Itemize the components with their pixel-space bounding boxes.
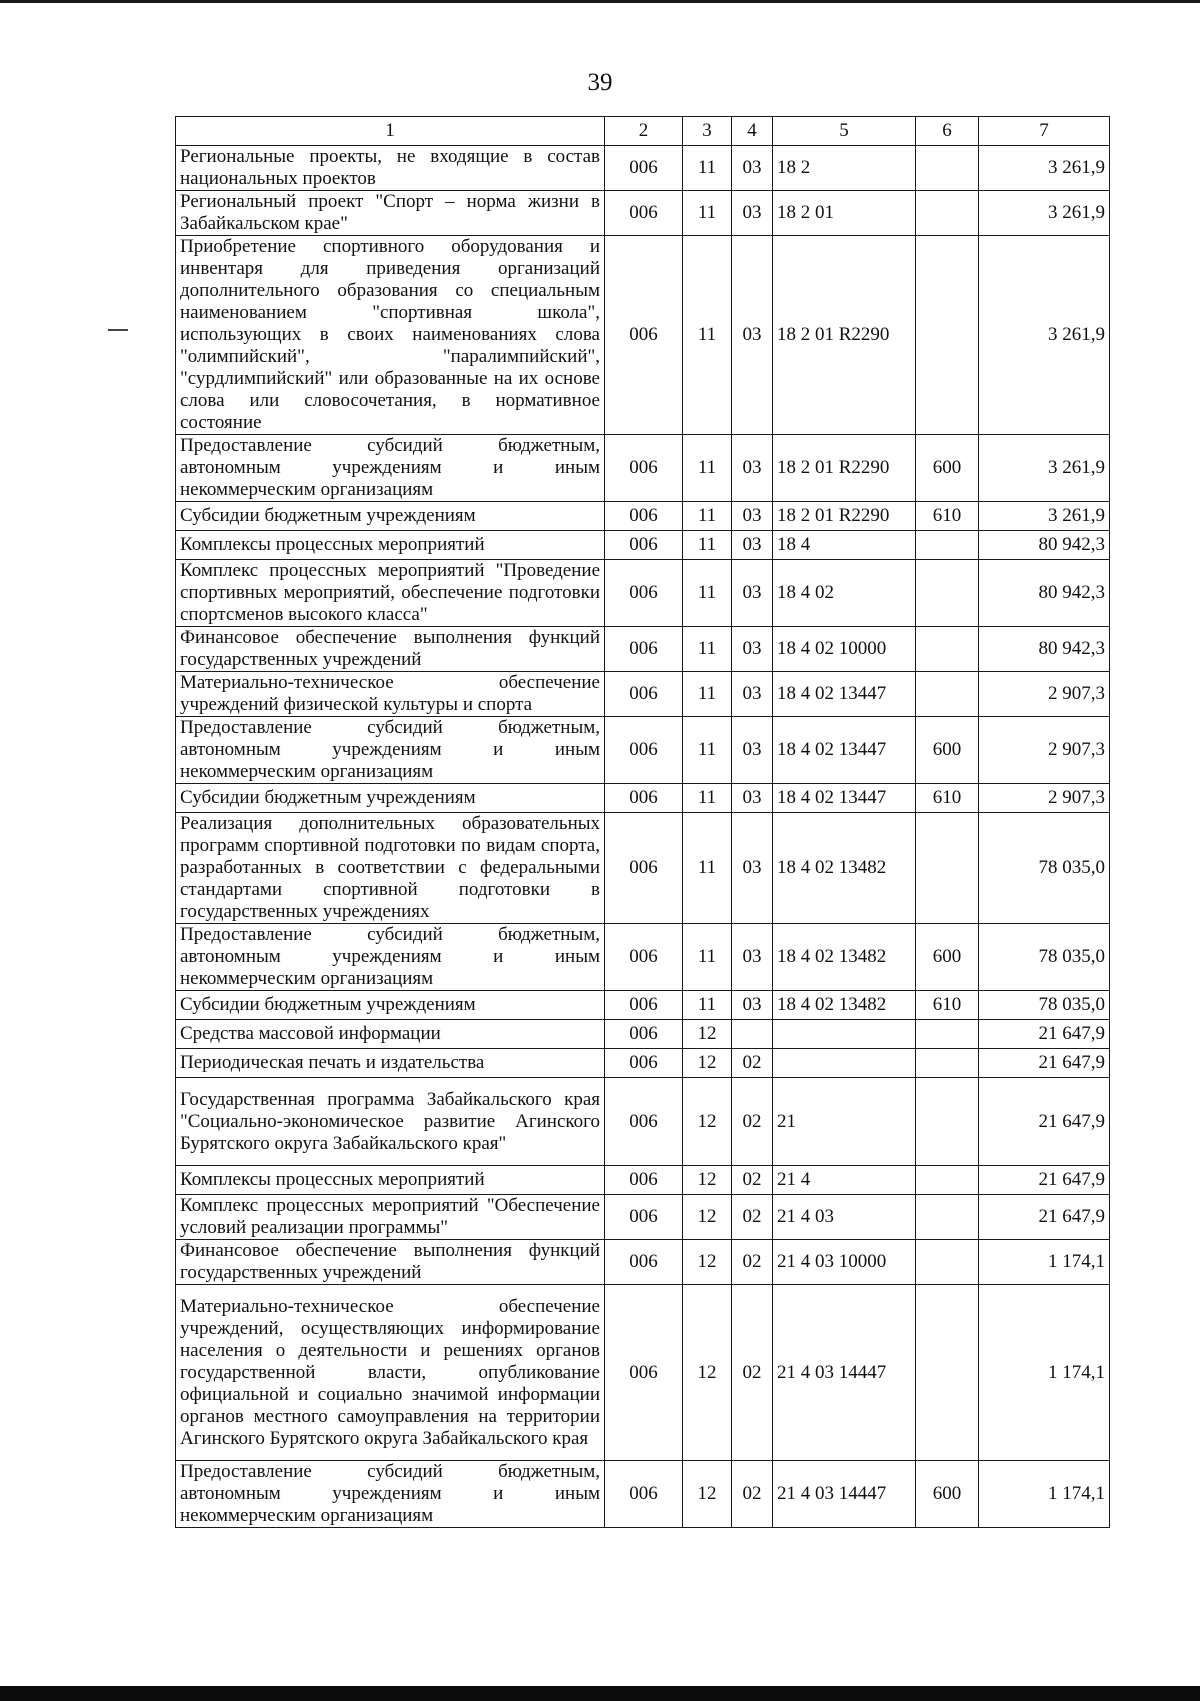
table-row bbox=[176, 531, 1110, 560]
column-header-6: 6 bbox=[916, 117, 979, 146]
col7-cell: 3 261,9 bbox=[979, 502, 1110, 531]
col6-cell bbox=[916, 191, 979, 236]
table-row bbox=[176, 502, 1110, 531]
col7-cell: 2 907,3 bbox=[979, 672, 1110, 717]
col4-cell: 02 bbox=[732, 1166, 773, 1195]
col6-cell bbox=[916, 1020, 979, 1049]
col5-cell: 18 4 02 bbox=[773, 560, 916, 627]
col4-cell: 02 bbox=[732, 1461, 773, 1528]
col2-cell: 006 bbox=[605, 627, 683, 672]
col7-cell: 21 647,9 bbox=[979, 1195, 1110, 1240]
col2-cell: 006 bbox=[605, 1020, 683, 1049]
col7-cell: 21 647,9 bbox=[979, 1020, 1110, 1049]
col7-cell: 3 261,9 bbox=[979, 191, 1110, 236]
col2-cell: 006 bbox=[605, 191, 683, 236]
scan-mark bbox=[108, 329, 128, 331]
col2-cell: 006 bbox=[605, 991, 683, 1020]
row-name-cell: Периодическая печать и издательства bbox=[176, 1049, 605, 1078]
row-name-cell: Средства массовой информации bbox=[176, 1020, 605, 1049]
col3-cell: 12 bbox=[683, 1195, 732, 1240]
col3-cell: 11 bbox=[683, 924, 732, 991]
col2-cell: 006 bbox=[605, 717, 683, 784]
col7-cell: 1 174,1 bbox=[979, 1240, 1110, 1285]
table-row bbox=[176, 1240, 1110, 1285]
col2-cell: 006 bbox=[605, 236, 683, 435]
col5-cell: 18 4 02 13482 bbox=[773, 991, 916, 1020]
col3-cell: 12 bbox=[683, 1285, 732, 1461]
table-row bbox=[176, 435, 1110, 502]
row-name-cell: Предоставление субсидий бюджетным, автономным учреждениям и иным некоммерческим организациям bbox=[176, 1461, 605, 1528]
col4-cell: 03 bbox=[732, 191, 773, 236]
col2-cell: 006 bbox=[605, 1240, 683, 1285]
col3-cell: 12 bbox=[683, 1166, 732, 1195]
table-row bbox=[176, 191, 1110, 236]
table-row bbox=[176, 1461, 1110, 1528]
col4-cell: 03 bbox=[732, 924, 773, 991]
col4-cell: 03 bbox=[732, 717, 773, 784]
col3-cell: 12 bbox=[683, 1461, 732, 1528]
col3-cell: 11 bbox=[683, 627, 732, 672]
row-name-cell: Материально-техническое обеспечение учреждений физической культуры и спорта bbox=[176, 672, 605, 717]
col4-cell: 02 bbox=[732, 1195, 773, 1240]
col6-cell: 610 bbox=[916, 784, 979, 813]
col3-cell: 12 bbox=[683, 1240, 732, 1285]
table-row bbox=[176, 784, 1110, 813]
col4-cell: 03 bbox=[732, 560, 773, 627]
row-name-cell: Предоставление субсидий бюджетным, автономным учреждениям и иным некоммерческим организациям bbox=[176, 435, 605, 502]
budget-table bbox=[175, 116, 1110, 1528]
col6-cell bbox=[916, 531, 979, 560]
col7-cell: 78 035,0 bbox=[979, 813, 1110, 924]
col2-cell: 006 bbox=[605, 1195, 683, 1240]
col2-cell: 006 bbox=[605, 502, 683, 531]
col6-cell bbox=[916, 1166, 979, 1195]
row-name-cell: Государственная программа Забайкальского края "Социально-экономическое развитие Агинского Бурятского округа Забайкальского края" bbox=[176, 1078, 605, 1166]
row-name-cell: Предоставление субсидий бюджетным, автономным учреждениям и иным некоммерческим организациям bbox=[176, 924, 605, 991]
column-header-4: 4 bbox=[732, 117, 773, 146]
col4-cell: 03 bbox=[732, 236, 773, 435]
table-body bbox=[176, 146, 1110, 1528]
col7-cell: 21 647,9 bbox=[979, 1049, 1110, 1078]
row-name-cell: Региональный проект "Спорт – норма жизни в Забайкальском крае" bbox=[176, 191, 605, 236]
col7-cell: 1 174,1 bbox=[979, 1461, 1110, 1528]
col4-cell: 03 bbox=[732, 627, 773, 672]
row-name-cell: Комплекс процессных мероприятий "Проведение спортивных мероприятий, обеспечение подготовки спортсменов высокого класса" bbox=[176, 560, 605, 627]
col2-cell: 006 bbox=[605, 1461, 683, 1528]
col4-cell: 03 bbox=[732, 502, 773, 531]
col5-cell bbox=[773, 1049, 916, 1078]
col7-cell: 21 647,9 bbox=[979, 1078, 1110, 1166]
col7-cell: 80 942,3 bbox=[979, 531, 1110, 560]
col7-cell: 80 942,3 bbox=[979, 627, 1110, 672]
col6-cell bbox=[916, 627, 979, 672]
col3-cell: 11 bbox=[683, 435, 732, 502]
col4-cell: 02 bbox=[732, 1240, 773, 1285]
col3-cell: 11 bbox=[683, 531, 732, 560]
page-number: 39 bbox=[587, 69, 613, 96]
col3-cell: 11 bbox=[683, 146, 732, 191]
col3-cell: 11 bbox=[683, 991, 732, 1020]
col4-cell: 02 bbox=[732, 1049, 773, 1078]
col4-cell: 02 bbox=[732, 1285, 773, 1461]
col6-cell bbox=[916, 672, 979, 717]
table-row bbox=[176, 1020, 1110, 1049]
col6-cell: 600 bbox=[916, 717, 979, 784]
col3-cell: 11 bbox=[683, 191, 732, 236]
col2-cell: 006 bbox=[605, 1078, 683, 1166]
col3-cell: 11 bbox=[683, 672, 732, 717]
col5-cell: 18 4 02 13447 bbox=[773, 672, 916, 717]
col4-cell: 03 bbox=[732, 672, 773, 717]
col2-cell: 006 bbox=[605, 813, 683, 924]
col6-cell bbox=[916, 813, 979, 924]
col5-cell: 18 2 01 R2290 bbox=[773, 502, 916, 531]
col2-cell: 006 bbox=[605, 435, 683, 502]
table-row bbox=[176, 1285, 1110, 1461]
row-name-cell: Предоставление субсидий бюджетным, автономным учреждениям и иным некоммерческим организациям bbox=[176, 717, 605, 784]
table-row bbox=[176, 672, 1110, 717]
table-row bbox=[176, 1078, 1110, 1166]
col5-cell: 21 4 03 10000 bbox=[773, 1240, 916, 1285]
row-name-cell: Комплекс процессных мероприятий "Обеспечение условий реализации программы" bbox=[176, 1195, 605, 1240]
col5-cell: 18 4 02 13447 bbox=[773, 717, 916, 784]
col5-cell: 18 4 02 13482 bbox=[773, 813, 916, 924]
col6-cell bbox=[916, 146, 979, 191]
col2-cell: 006 bbox=[605, 784, 683, 813]
col5-cell: 18 2 bbox=[773, 146, 916, 191]
col3-cell: 11 bbox=[683, 236, 732, 435]
col6-cell bbox=[916, 1078, 979, 1166]
col6-cell: 610 bbox=[916, 502, 979, 531]
table-row bbox=[176, 146, 1110, 191]
col6-cell: 600 bbox=[916, 924, 979, 991]
column-header-3: 3 bbox=[683, 117, 732, 146]
col5-cell: 21 bbox=[773, 1078, 916, 1166]
row-name-cell: Финансовое обеспечение выполнения функций государственных учреждений bbox=[176, 1240, 605, 1285]
table-header-row bbox=[176, 117, 1110, 146]
col7-cell: 3 261,9 bbox=[979, 236, 1110, 435]
column-header-1: 1 bbox=[176, 117, 605, 146]
col7-cell: 21 647,9 bbox=[979, 1166, 1110, 1195]
col5-cell: 18 2 01 R2290 bbox=[773, 435, 916, 502]
col7-cell: 2 907,3 bbox=[979, 717, 1110, 784]
col3-cell: 12 bbox=[683, 1020, 732, 1049]
table-row bbox=[176, 627, 1110, 672]
col5-cell: 18 2 01 bbox=[773, 191, 916, 236]
col2-cell: 006 bbox=[605, 672, 683, 717]
table-row bbox=[176, 991, 1110, 1020]
col7-cell: 78 035,0 bbox=[979, 991, 1110, 1020]
col7-cell: 3 261,9 bbox=[979, 435, 1110, 502]
row-name-cell: Субсидии бюджетным учреждениям bbox=[176, 991, 605, 1020]
column-header-2: 2 bbox=[605, 117, 683, 146]
col2-cell: 006 bbox=[605, 1285, 683, 1461]
col7-cell: 2 907,3 bbox=[979, 784, 1110, 813]
col7-cell: 80 942,3 bbox=[979, 560, 1110, 627]
row-name-cell: Материально-техническое обеспечение учреждений, осуществляющих информирование населения о деятельности и решениях органов государственной власти, опубликование официальной и социально значимой информации органов местного самоуправления на территории Агинского Бурятского округа Забайкальского края bbox=[176, 1285, 605, 1461]
table-row bbox=[176, 924, 1110, 991]
col4-cell bbox=[732, 1020, 773, 1049]
row-name-cell: Финансовое обеспечение выполнения функций государственных учреждений bbox=[176, 627, 605, 672]
col6-cell: 610 bbox=[916, 991, 979, 1020]
table-row bbox=[176, 1166, 1110, 1195]
col7-cell: 3 261,9 bbox=[979, 146, 1110, 191]
table-row bbox=[176, 236, 1110, 435]
col4-cell: 03 bbox=[732, 146, 773, 191]
table-row bbox=[176, 717, 1110, 784]
col2-cell: 006 bbox=[605, 924, 683, 991]
col4-cell: 03 bbox=[732, 435, 773, 502]
col2-cell: 006 bbox=[605, 560, 683, 627]
table-row bbox=[176, 560, 1110, 627]
col3-cell: 12 bbox=[683, 1078, 732, 1166]
col5-cell: 21 4 bbox=[773, 1166, 916, 1195]
row-name-cell: Приобретение спортивного оборудования и инвентаря для приведения организаций дополнительного образования со специальным наименованием "спортивная школа", использующих в своих наименованиях слова "олимпийский", "паралимпийский", "сурдлимпийский" или образованные на их основе слова или словосочетания, в нормативное состояние bbox=[176, 236, 605, 435]
col2-cell: 006 bbox=[605, 531, 683, 560]
row-name-cell: Комплексы процессных мероприятий bbox=[176, 1166, 605, 1195]
col6-cell: 600 bbox=[916, 435, 979, 502]
col5-cell: 18 4 02 10000 bbox=[773, 627, 916, 672]
col4-cell: 03 bbox=[732, 991, 773, 1020]
col5-cell: 18 4 02 13482 bbox=[773, 924, 916, 991]
column-header-5: 5 bbox=[773, 117, 916, 146]
col3-cell: 11 bbox=[683, 813, 732, 924]
row-name-cell: Реализация дополнительных образовательных программ спортивной подготовки по видам спорта, разработанных в соответствии с федеральными стандартами спортивной подготовки в государственных учреждениях bbox=[176, 813, 605, 924]
col5-cell: 18 4 02 13447 bbox=[773, 784, 916, 813]
table-row bbox=[176, 813, 1110, 924]
col6-cell bbox=[916, 236, 979, 435]
col3-cell: 11 bbox=[683, 717, 732, 784]
col7-cell: 1 174,1 bbox=[979, 1285, 1110, 1461]
col6-cell bbox=[916, 1195, 979, 1240]
col5-cell: 18 4 bbox=[773, 531, 916, 560]
col3-cell: 11 bbox=[683, 502, 732, 531]
row-name-cell: Субсидии бюджетным учреждениям bbox=[176, 784, 605, 813]
col7-cell: 78 035,0 bbox=[979, 924, 1110, 991]
scan-edge-top bbox=[0, 0, 1200, 3]
col6-cell bbox=[916, 1240, 979, 1285]
col5-cell: 18 2 01 R2290 bbox=[773, 236, 916, 435]
col5-cell: 21 4 03 bbox=[773, 1195, 916, 1240]
col5-cell bbox=[773, 1020, 916, 1049]
table-row bbox=[176, 1049, 1110, 1078]
col5-cell: 21 4 03 14447 bbox=[773, 1461, 916, 1528]
col6-cell: 600 bbox=[916, 1461, 979, 1528]
col6-cell bbox=[916, 1049, 979, 1078]
col6-cell bbox=[916, 1285, 979, 1461]
col4-cell: 03 bbox=[732, 531, 773, 560]
col3-cell: 12 bbox=[683, 1049, 732, 1078]
table-row bbox=[176, 1195, 1110, 1240]
row-name-cell: Региональные проекты, не входящие в состав национальных проектов bbox=[176, 146, 605, 191]
col2-cell: 006 bbox=[605, 146, 683, 191]
col3-cell: 11 bbox=[683, 560, 732, 627]
col2-cell: 006 bbox=[605, 1049, 683, 1078]
col3-cell: 11 bbox=[683, 784, 732, 813]
col2-cell: 006 bbox=[605, 1166, 683, 1195]
col5-cell: 21 4 03 14447 bbox=[773, 1285, 916, 1461]
scan-edge-bottom bbox=[0, 1686, 1200, 1701]
column-header-7: 7 bbox=[979, 117, 1110, 146]
col4-cell: 03 bbox=[732, 784, 773, 813]
col6-cell bbox=[916, 560, 979, 627]
row-name-cell: Комплексы процессных мероприятий bbox=[176, 531, 605, 560]
col4-cell: 02 bbox=[732, 1078, 773, 1166]
col4-cell: 03 bbox=[732, 813, 773, 924]
row-name-cell: Субсидии бюджетным учреждениям bbox=[176, 502, 605, 531]
